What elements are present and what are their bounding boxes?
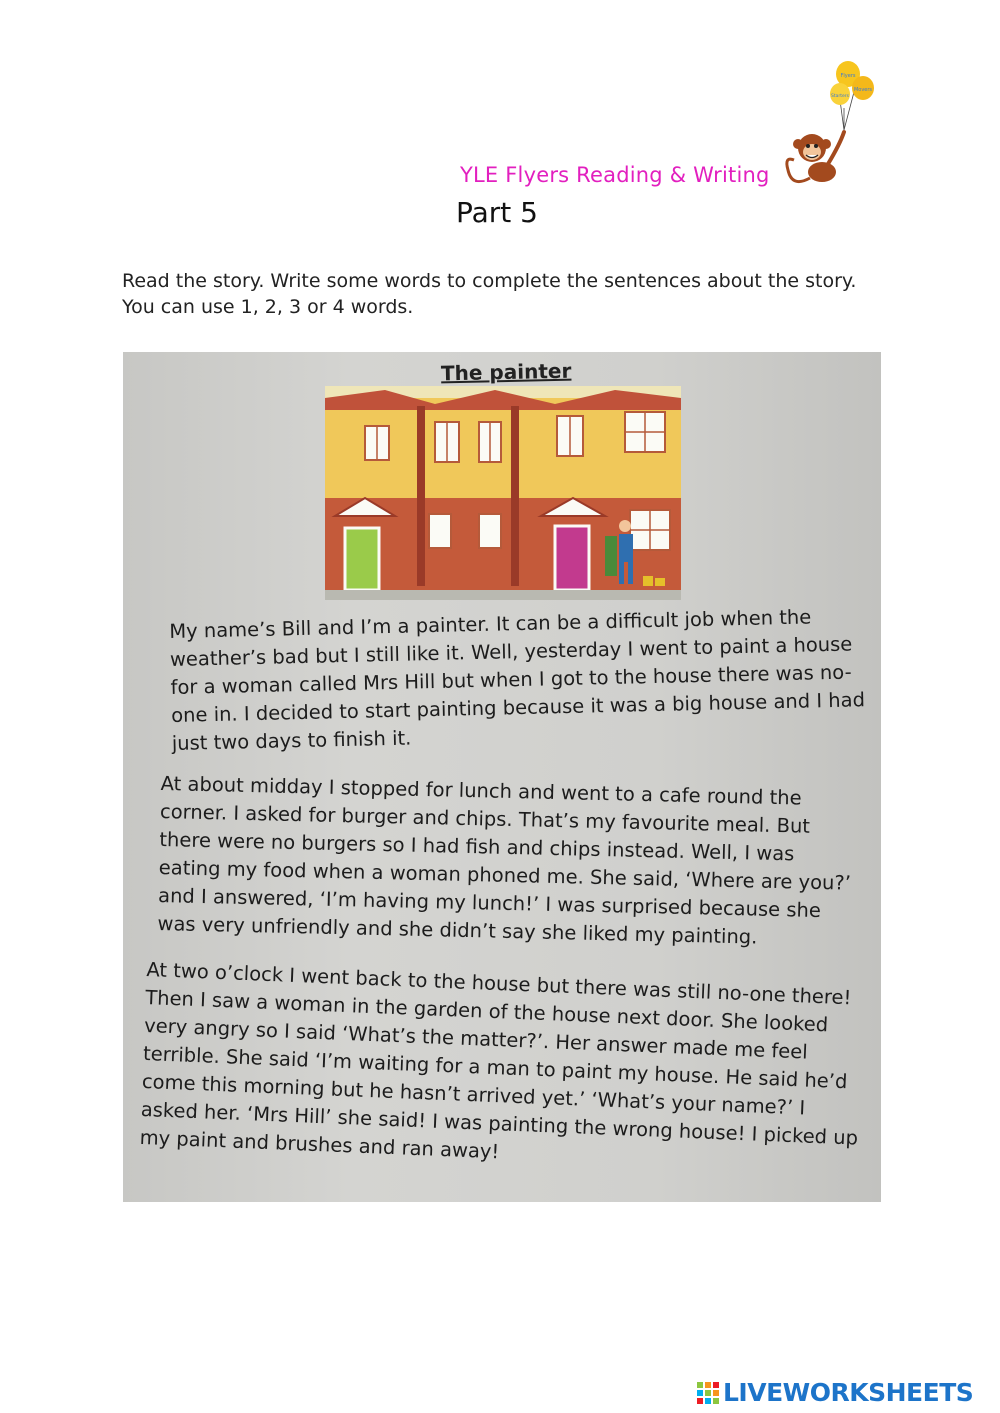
balloon-label-starters: Starters bbox=[831, 94, 849, 99]
story-paragraph-3: At two o’clock I went back to the house but there was still no-one there! Then I saw a woman in the garden of the house next door. She looked very angry so I said ‘What’s the matter?’. Her answer made me feel terrible. She said ‘I’m waiting for a man to paint my house. He said he’d come this morning but he hasn’t arrived yet.’ ‘What’s your name?’ I asked her. ‘Mrs Hill’ she said! I was painting the wrong house! I picked up my paint and brushes and ran away! bbox=[139, 957, 859, 1164]
liveworksheets-brand[interactable] bbox=[697, 1378, 973, 1407]
story-paragraph-1: My name’s Bill and I’m a painter. It can be a difficult job when the weather’s bad but I still like it. Well, yesterday I went to paint a house for a woman called Mrs Hill but when I got to the house there was no-one in. I decided to start painting because it was a big house and I had just two days to finish it. bbox=[169, 605, 866, 755]
page-title: Part 5 bbox=[456, 196, 538, 229]
story-photo bbox=[123, 352, 881, 1202]
balloon-label-movers: Movers bbox=[853, 87, 873, 93]
monkey-balloons-logo bbox=[782, 60, 882, 190]
story-title: The painter bbox=[440, 358, 572, 386]
liveworksheets-logo-icon bbox=[697, 1382, 719, 1404]
header-subtitle: YLE Flyers Reading & Writing bbox=[460, 163, 770, 187]
balloon-label-flyers: Flyers bbox=[840, 73, 856, 79]
brand-name: LIVEWORKSHEETS bbox=[723, 1378, 974, 1407]
story-paragraph-2: At about midday I stopped for lunch and went to a cafe round the corner. I asked for burger and chips. That’s my favourite meal. But there were no burgers so I had fish and chips instead. Well, I was eating my food when a woman phoned me. She said, ‘Where are you?’ and I answered, ‘I’m having my lunch!’ I was surprised because she was very unfriendly and she didn’t say she liked my painting. bbox=[157, 771, 852, 949]
houses-illustration bbox=[325, 386, 681, 600]
instructions: Read the story. Write some words to complete the sentences about the story. You can use 1, 2, 3 or 4 words. bbox=[122, 270, 857, 318]
